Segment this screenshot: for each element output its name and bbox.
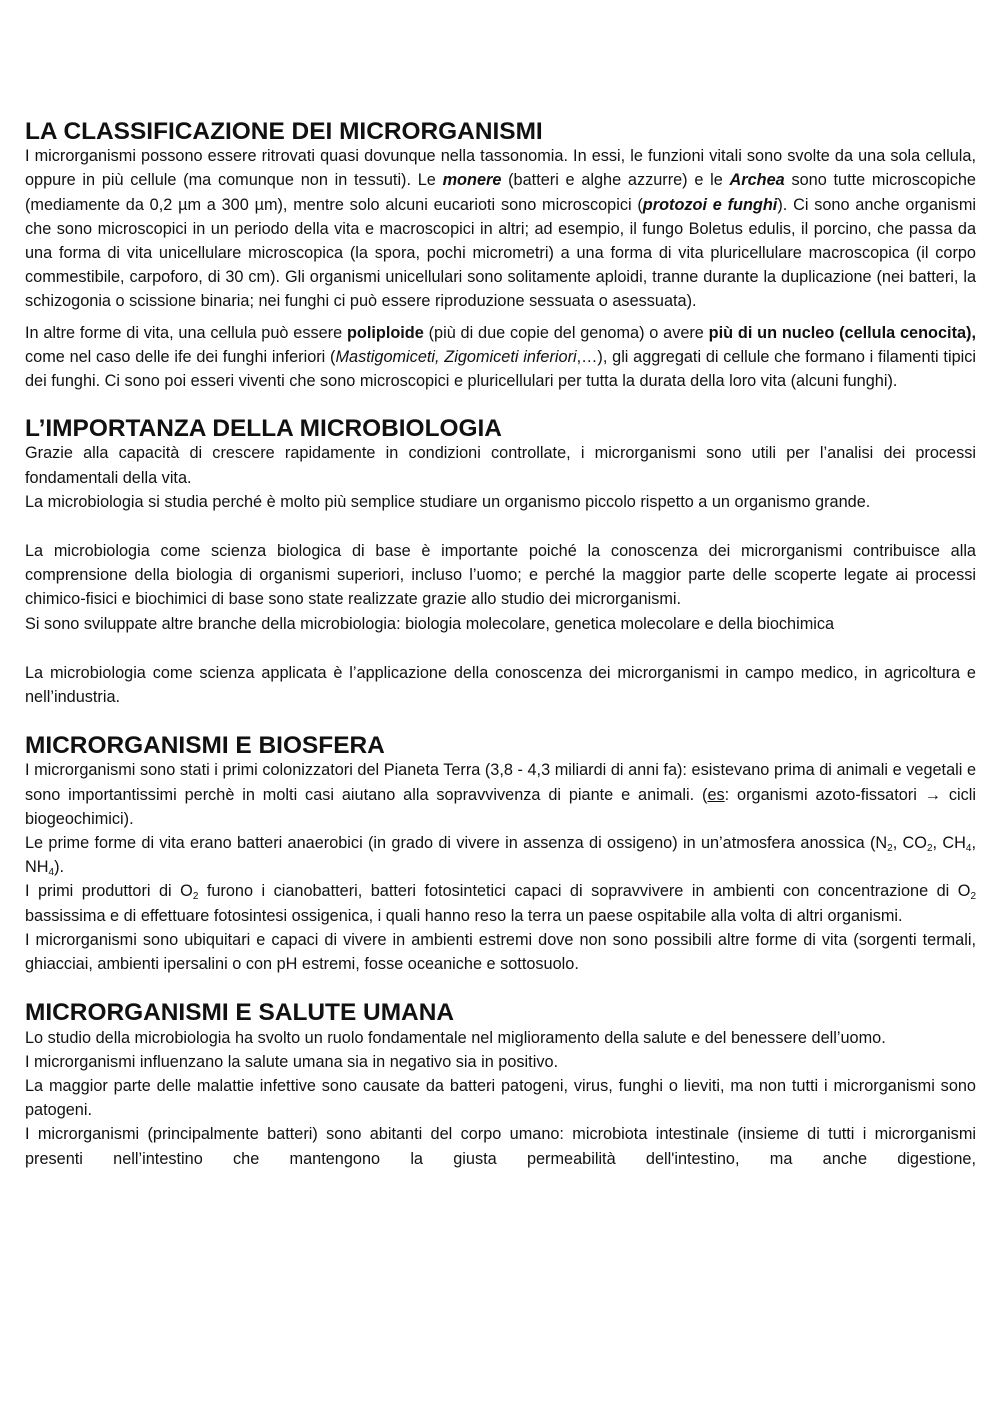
paragraph-salute-3: La maggior parte delle malattie infettive sono causate da batteri patogeni, virus, funghi o lieviti, ma non tutti i microrganismi sono patogeni.: [25, 1076, 976, 1120]
text-run: : organismi azoto-fissatori → cicli biogeochimici).: [25, 785, 976, 828]
text-run: Le prime forme di vita erano batteri anaerobici (in grado di vivere in assenza di ossigeno) in un’atmosfera anossica (N: [25, 834, 888, 853]
text-run: (batteri e alghe azzurre) e le: [501, 171, 730, 190]
section-title-classificazione: LA CLASSIFICAZIONE DEI MICRORGANISMI: [25, 118, 543, 145]
paragraph-salute-4: I microrganismi (principalmente batteri) sono abitanti del corpo umano: microbiota intestinale (insieme di tutti i microrganismi presenti nell’intestino che mantengono la giusta permeabilità dell'intestino, ma anche digestione,: [25, 1125, 976, 1168]
paragraph-biosfera-1: [25, 758, 976, 831]
section-title-importanza: L’IMPORTANZA DELLA MICROBIOLOGIA: [25, 415, 502, 443]
text-run: I microrganismi possono essere ritrovati quasi dovunque nella tassonomia. In essi, le funzioni vitali sono svolte da una sola cellula, oppure in più cellule (ma comunque non in tessuti). Le: [25, 147, 976, 190]
term-archea: Archea: [729, 171, 785, 190]
subscript: 2: [926, 843, 933, 855]
text-run: bassissima e di effettuare fotosintesi ossigenica, i quali hanno reso la terra un paese ospitabile alla volta di altri organismi.: [25, 906, 903, 925]
paragraph-biosfera-4: I microrganismi sono ubiquitari e capaci di vivere in ambienti estremi dove non sono possibili altre forme di vita (sorgenti termali, ghiacciai, ambienti ipersalini o con pH estremi, fosse oceaniche e sottosuolo.: [25, 930, 976, 974]
text-run: In altre forme di vita, una cellula può essere: [25, 323, 347, 342]
term-protozoi-funghi: protozoi e funghi: [642, 195, 778, 214]
text-run: come nel caso delle ife dei funghi inferiori (: [25, 347, 336, 366]
paragraph-biosfera-3: [25, 879, 976, 927]
subscript: 4: [48, 867, 55, 879]
subscript: 2: [887, 843, 893, 855]
term-mastigomiceti: Mastigomiceti, Zigomiceti inferiori: [335, 347, 577, 366]
term-poliploide: poliploide: [346, 323, 424, 342]
paragraph-importanza-3: La microbiologia come scienza biologica di base è importante poiché la conoscenza dei microrganismi contribuisce alla comprensione della biologia di organismi superiori, incluso l’uomo; e perché la maggior parte delle scoperte legate ai processi chimico-fisici e biochimici di base sono state realizzate grazie allo studio dei microrganismi.: [25, 542, 976, 609]
text-run: (più di due copie del genoma) o avere: [423, 323, 709, 342]
section-title-salute: MICRORGANISMI E SALUTE UMANA: [25, 999, 455, 1027]
term-monere: monere: [442, 171, 502, 190]
text-run: furono i cianobatteri, batteri fotosintetici capaci di sopravvivere in ambienti con concentrazione di O: [198, 882, 971, 901]
paragraph-classificazione-1: [25, 144, 976, 313]
abbrev-es: es: [707, 785, 725, 804]
paragraph-salute-1: Lo studio della microbiologia ha svolto un ruolo fondamentale nel miglioramento della salute e del benessere dell’uomo.: [25, 1028, 886, 1047]
text-run: , CO: [892, 834, 927, 853]
paragraph-salute-2: I microrganismi influenzano la salute umana sia in negativo sia in positivo.: [25, 1052, 559, 1071]
text-run: , CH: [932, 834, 966, 853]
text-run: ). Ci sono anche organismi che sono microscopici in un periodo della vita e macroscopici in altri; ad esempio, il fungo Boletus edulis, il porcino, che passa da una forma di vita unicellulare microscopica (la spora, pochi micrometri) a una forma di vita pluricellulare macroscopica (il corpo commestibile, carpoforo, di 30 cm). Gli organismi unicellulari sono solitamente aploidi, tranne durante la duplicazione (nei batteri, la schizogonia o scissione binaria; nei funghi ci può essere riproduzione sessuata o asessuata).: [25, 195, 977, 311]
paragraph-importanza-1: Grazie alla capacità di crescere rapidamente in condizioni controllate, i microrganismi sono utili per l’analisi dei processi fondamentali della vita.: [25, 444, 976, 487]
document-page: [25, 120, 976, 1171]
text-run: I microrganismi sono stati i primi colonizzatori del Pianeta Terra (3,8 - 4,3 miliardi di anni fa): esistevano prima di animali e vegetali e sono importantissimi perchè in molti casi aiutano alla sopravvivenza di piante e animali. (: [25, 761, 976, 804]
text-run: , NH: [25, 834, 976, 877]
paragraph-classificazione-2: [25, 321, 976, 394]
subscript: 2: [970, 891, 976, 903]
subscript: 4: [965, 843, 972, 855]
subscript: 2: [192, 891, 199, 903]
paragraph-importanza-2: La microbiologia si studia perché è molto più semplice studiare un organismo piccolo rispetto a un organismo grande.: [25, 492, 871, 511]
term-cellula-cenocita: più di un nucleo (cellula cenocita),: [708, 323, 977, 342]
paragraph-importanza-5: La microbiologia come scienza applicata è l’applicazione della conoscenza dei microrganismi in campo medico, in agricoltura e nell’industria.: [25, 663, 976, 707]
paragraph-importanza-4: Si sono sviluppate altre branche della microbiologia: biologia molecolare, genetica molecolare e della biochimica: [25, 614, 835, 633]
text-run: ,…), gli aggregati di cellule che formano i filamenti tipici dei funghi. Ci sono poi esseri viventi che sono microscopici e pluricellulari per tutta la durata della loro vita (alcuni funghi).: [25, 347, 976, 391]
paragraph-biosfera-2: [25, 831, 976, 879]
text-run: I primi produttori di O: [25, 882, 193, 901]
text-run: ).: [54, 858, 65, 877]
section-title-biosfera: MICRORGANISMI E BIOSFERA: [25, 732, 385, 760]
text-run: sono tutte microscopiche (mediamente da 0,2 µm a 300 µm), mentre solo alcuni eucarioti sono microscopici (: [25, 171, 976, 214]
